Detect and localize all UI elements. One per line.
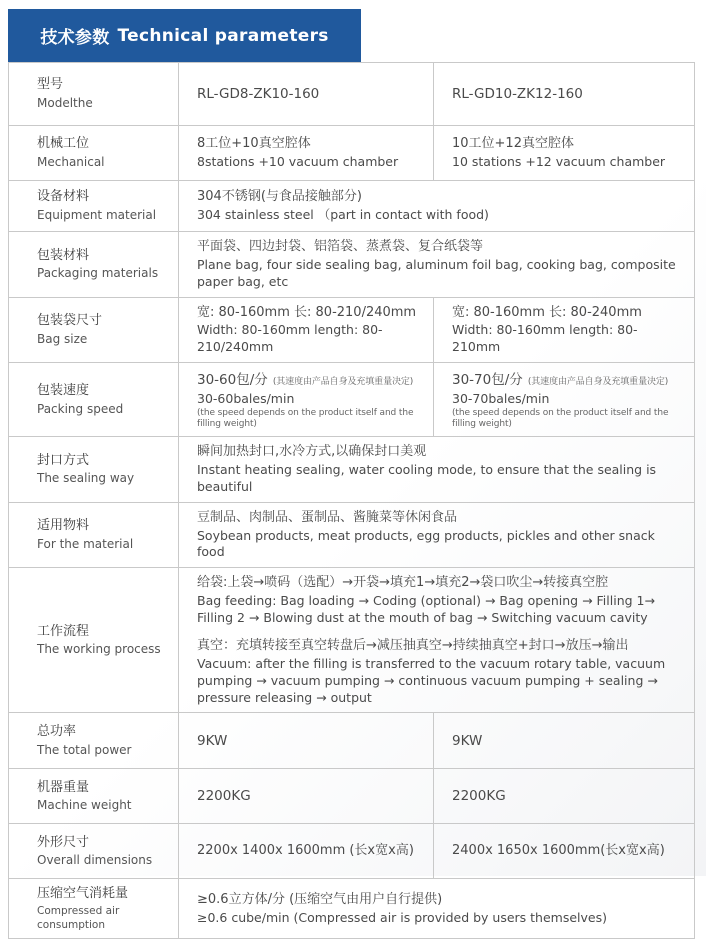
process-vacuum-zh: 真空：充填转接至真空转盘后→减压抽真空→持续抽真空+封口→放压→输出 [197, 637, 629, 653]
value-zh: 10工位+12真空腔体 [452, 136, 574, 152]
label-en: Equipment material [37, 207, 157, 222]
value-en: 30-60bales/min [197, 390, 295, 406]
process-bag-en: Bag feeding: Bag loading → Coding (optional) → Bag opening → Filling 1→ Filling 2 → Blowing dust at the mouth of bag → Switching vacuum cavity [197, 593, 655, 626]
label-zh: 机器重量 [37, 779, 90, 795]
value-zh: 豆制品、肉制品、蛋制品、酱腌菜等休闲食品 [197, 509, 458, 525]
table-row [9, 769, 695, 824]
label-en: Modelthe [37, 95, 93, 110]
spec-label-overall-dimensions [9, 824, 179, 879]
spec-label-total-power [9, 713, 179, 769]
label-zh: 外形尺寸 [37, 834, 90, 850]
spec-table [8, 62, 695, 939]
value-text: 2200KG [452, 788, 506, 805]
spec-value-model-2 [434, 63, 695, 126]
spec-value-mechanical-1 [179, 126, 434, 181]
label-en: Packaging materials [37, 266, 159, 281]
spec-value-compressed-air [179, 879, 695, 939]
value-note-zh: (其速度由产品自身及充填重量决定) [527, 377, 669, 388]
value-en: 8stations +10 vacuum chamber [197, 153, 399, 169]
value-text: 2400x 1650x 1600mm(长x宽x高) [452, 842, 665, 858]
spec-value-for-material [179, 502, 695, 568]
value-zh: 宽: 80-160mm 长: 80-210/240mm [197, 304, 417, 320]
label-en: For the material [37, 536, 134, 551]
table-row [9, 713, 695, 769]
label-en: Packing speed [37, 401, 124, 416]
label-en: Bag size [37, 331, 88, 346]
label-en: Machine weight [37, 798, 132, 813]
label-zh: 总功率 [37, 724, 77, 740]
value-zh: 平面袋、四边封袋、铝箔袋、蒸煮袋、复合纸袋等 [197, 239, 484, 254]
title-banner [8, 9, 361, 62]
table-row [9, 824, 695, 879]
spec-value-model-1 [179, 63, 434, 126]
value-en: ≥0.6 cube/min (Compressed air is provided by users themselves) [197, 909, 607, 925]
spec-value-machine-weight-2 [434, 769, 695, 824]
spec-label-packaging-materials [9, 232, 179, 298]
spec-value-total-power-2 [434, 713, 695, 769]
table-row [9, 297, 695, 363]
spec-value-packing-speed-1 [179, 363, 434, 437]
spec-value-machine-weight-1 [179, 769, 434, 824]
value-en: Plane bag, four side sealing bag, aluminum foil bag, cooking bag, composite paper bag, etc [197, 256, 676, 289]
label-zh: 适用物料 [37, 518, 90, 534]
label-en: The total power [37, 742, 132, 757]
value-zh: 瞬间加热封口,水冷方式,以确保封口美观 [197, 444, 427, 460]
value-text: RL-GD10-ZK12-160 [452, 85, 583, 102]
label-en: Compressed air consumption [37, 904, 120, 931]
spec-label-machine-weight [9, 769, 179, 824]
process-vacuum-en: Vacuum: after the filling is transferred to the vacuum rotary table, vacuum pumping → vacuum pumping → continuous vacuum pumping + sealing → pressure releasing → output [197, 655, 666, 705]
value-en: Soybean products, meat products, egg products, pickles and other snack food [197, 527, 655, 560]
label-zh: 型号 [37, 77, 64, 93]
label-zh: 机械工位 [37, 136, 90, 152]
table-row [9, 126, 695, 181]
label-zh: 包装材料 [37, 247, 90, 263]
spec-label-compressed-air [9, 879, 179, 939]
label-zh: 包装速度 [37, 383, 90, 399]
spec-value-packaging-materials [179, 232, 695, 298]
table-row [9, 63, 695, 126]
process-bag-zh: 给袋:上袋→喷码（选配）→开袋→填充1→填充2→袋口吹尘→转接真空腔 [197, 575, 609, 591]
spec-label-equipment-material [9, 181, 179, 232]
spec-label-mechanical [9, 126, 179, 181]
value-text: 9KW [452, 732, 483, 749]
spec-value-overall-dimensions-1 [179, 824, 434, 879]
value-zh: ≥0.6立方体/分 (压缩空气由用户自行提供) [197, 891, 443, 907]
page-title-en: Technical parameters [117, 25, 329, 46]
spec-value-packing-speed-2 [434, 363, 695, 437]
table-row [9, 363, 695, 437]
value-zh: 宽: 80-160mm 长: 80-240mm [452, 304, 642, 320]
spec-value-bag-size-2 [434, 297, 695, 363]
value-note-en: (the speed depends on the product itself and the filling weight) [197, 407, 414, 429]
value-zh: 304不锈钢(与食品接触部分) [197, 189, 362, 205]
spec-value-working-process [179, 568, 695, 713]
value-en: Width: 80-160mm length: 80-210mm [452, 322, 638, 355]
spec-value-equipment-material [179, 181, 695, 232]
label-en: The working process [37, 642, 161, 657]
label-zh: 设备材料 [37, 189, 90, 205]
page-title-zh: 技术参数 [40, 28, 110, 48]
spec-label-working-process [9, 568, 179, 713]
value-text: 2200x 1400x 1600mm (长x宽x高) [197, 842, 414, 858]
value-en: 30-70bales/min [452, 390, 550, 406]
spec-label-packing-speed [9, 363, 179, 437]
table-row [9, 437, 695, 503]
table-row [9, 502, 695, 568]
value-note-zh: (其速度由产品自身及充填重量决定) [272, 377, 414, 388]
value-text: 2200KG [197, 788, 251, 805]
value-zh: 30-70包/分 [452, 372, 523, 389]
label-en: The sealing way [37, 471, 135, 486]
table-row [9, 568, 695, 713]
label-en: Mechanical [37, 154, 105, 169]
value-en: 304 stainless steel （part in contact with food) [197, 206, 489, 222]
value-note-en: (the speed depends on the product itself and the filling weight) [452, 407, 669, 429]
spec-value-overall-dimensions-2 [434, 824, 695, 879]
paragraph-gap [197, 627, 684, 637]
table-row [9, 879, 695, 939]
label-zh: 包装袋尺寸 [37, 313, 103, 329]
spec-value-total-power-1 [179, 713, 434, 769]
value-zh: 8工位+10真空腔体 [197, 136, 311, 152]
table-row [9, 232, 695, 298]
value-text: RL-GD8-ZK10-160 [197, 85, 320, 102]
label-zh: 封口方式 [37, 452, 90, 468]
spec-label-sealing-way [9, 437, 179, 503]
value-text: 9KW [197, 732, 228, 749]
spec-label-for-material [9, 502, 179, 568]
spec-value-mechanical-2 [434, 126, 695, 181]
table-row [9, 181, 695, 232]
value-en: Instant heating sealing, water cooling mode, to ensure that the sealing is beautiful [197, 461, 657, 494]
label-en: Overall dimensions [37, 853, 153, 868]
label-zh: 工作流程 [37, 623, 90, 639]
spec-value-sealing-way [179, 437, 695, 503]
value-en: Width: 80-160mm length: 80-210/240mm [197, 322, 383, 355]
spec-value-bag-size-1 [179, 297, 434, 363]
spec-label-bag-size [9, 297, 179, 363]
label-zh: 压缩空气消耗量 [37, 886, 129, 902]
value-en: 10 stations +12 vacuum chamber [452, 153, 666, 169]
spec-label-model [9, 63, 179, 126]
value-zh: 30-60包/分 [197, 372, 268, 389]
